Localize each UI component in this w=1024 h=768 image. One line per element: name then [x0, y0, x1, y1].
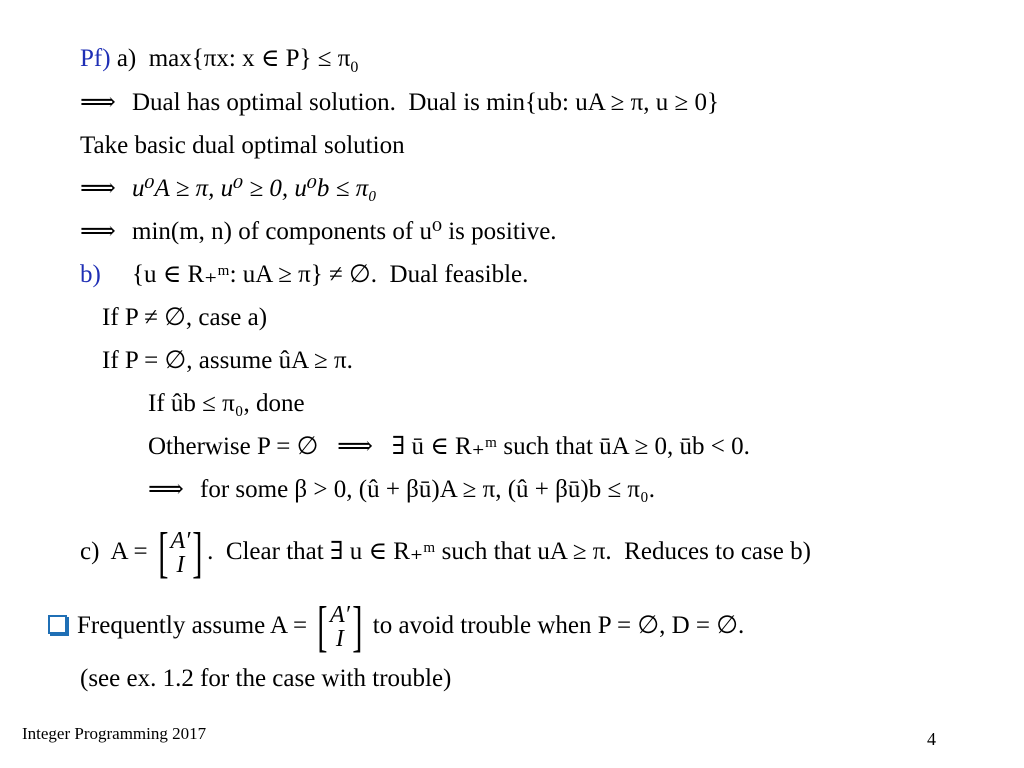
bullet-prefix: Frequently assume A =: [77, 612, 308, 639]
otherwise-line: [148, 432, 750, 462]
components-text: min(m, n) of components of u⁰ is positive.: [132, 218, 557, 245]
see-exercise-line: [80, 664, 451, 694]
part-a-statement: a) max{πx: x ∈ P} ≤ π: [116, 45, 351, 72]
case-p-nonempty-line: [102, 303, 267, 333]
part-b-text: {u ∈ R₊ᵐ: uA ≥ π} ≠ ∅. Dual feasible.: [132, 261, 529, 288]
proof-line-a: [80, 44, 358, 74]
matrix-top-entry: A′: [170, 528, 191, 555]
matrix-bottom-entry: I: [176, 552, 185, 579]
for-some-beta-text: for some β > 0, (û + βū)A ≥ π, (û + βū)b ≤ π₀.: [200, 476, 656, 503]
dual-conditions-line: [80, 174, 377, 204]
matrix-top-entry: A′: [329, 602, 350, 629]
block-matrix: [ A′ I ]: [158, 522, 203, 585]
components-line: [80, 217, 557, 247]
case-p-empty-text: If P = ∅, assume ûA ≥ π.: [102, 347, 353, 374]
basic-dual-text: Take basic dual optimal solution: [80, 132, 405, 159]
if-done-line: [148, 389, 305, 419]
part-c-suffix: . Clear that ∃ u ∈ R₊ᵐ such that uA ≥ π. Reduces to case b): [207, 538, 811, 565]
implies-arrow: ⟹: [80, 175, 116, 202]
dual-conditions-text: u⁰A ≥ π, u⁰ ≥ 0, u⁰b ≤ π₀: [132, 175, 377, 202]
part-b-label: b): [80, 261, 101, 288]
pi-zero-subscript: 0: [350, 59, 359, 76]
dual-optimal-line: [80, 88, 719, 118]
part-b-line: [80, 260, 528, 290]
case-p-nonempty-text: If P ≠ ∅, case a): [102, 304, 268, 331]
otherwise-text: Otherwise P = ∅ ⟹ ∃ ū ∈ R₊ᵐ such that ūA ≥ 0, ūb < 0.: [148, 433, 750, 460]
bullet-suffix: to avoid trouble when P = ∅, D = ∅.: [372, 612, 745, 639]
implies-arrow: ⟹: [80, 218, 116, 245]
see-exercise-text: (see ex. 1.2 for the case with trouble): [80, 665, 452, 692]
implies-arrow: ⟹: [148, 476, 184, 503]
matrix-bottom-entry: I: [335, 626, 344, 653]
if-done-text: If ûb ≤ π₀, done: [148, 390, 305, 417]
block-matrix: [ A′ I ]: [317, 596, 363, 659]
page-number: 4: [927, 729, 936, 749]
part-c-line: [80, 522, 811, 585]
dual-optimal-text: Dual has optimal solution. Dual is min{ub: uA ≥ π, u ≥ 0}: [132, 89, 719, 116]
basic-dual-line: [80, 131, 405, 161]
for-some-beta-line: [148, 475, 655, 505]
footer-course-title: Integer Programming 2017: [22, 724, 207, 743]
part-c-prefix: c) A =: [80, 538, 148, 565]
implies-arrow: ⟹: [80, 89, 116, 116]
checkbox-bullet-icon: [48, 615, 67, 634]
proof-label: Pf): [80, 45, 111, 72]
bullet-line: [48, 596, 745, 659]
case-p-empty-line: [102, 346, 353, 376]
